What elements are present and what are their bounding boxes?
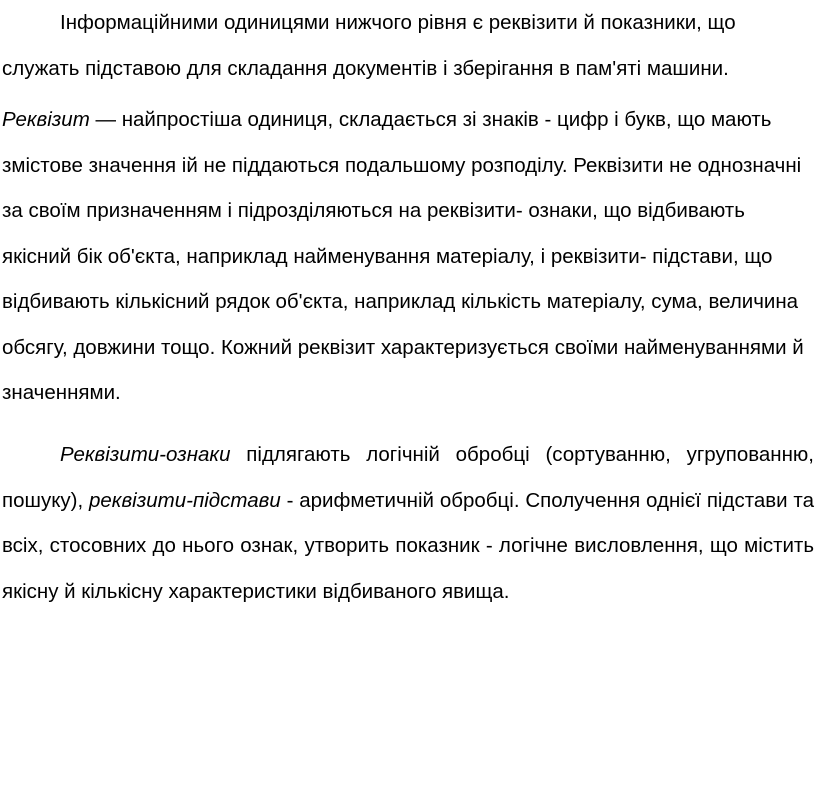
term-requisite: Реквізит (2, 108, 90, 131)
paragraph-information-units (2, 0, 814, 91)
paragraph-3-text-1: підлягають логічній обробці (сортуванню, угрупованню, пошуку), (2, 443, 814, 512)
term-requisite-attributes: Реквізити-ознаки (60, 443, 231, 466)
paragraph-requisite-processing (2, 432, 814, 614)
paragraph-2-text: — найпростіша одиниця, складається зі знаків - цифр і букв, що мають змістове значення ій не піддаються подальшому розподілу. Реквізити не однозначні за своїм призначенням і підрозділяються на реквізити- ознаки, що відбивають якісний бік об'єкта, наприклад найменування матеріалу, і реквізити- підстави, що відбивають кількісний рядок об'єкта, наприклад кількість матеріалу, сума, величина обсягу, довжини тощо. Кожний реквізит характеризується своїми найменуваннями й значеннями. (2, 108, 804, 404)
term-requisite-bases: реквізити-підстави (89, 488, 281, 512)
paragraph-3-text-2: - арифметичній обробці. Сполучення однієї підстави та всіх, стосовних до нього ознак, утворить показник - логічне висловлення, що містить якісну й кількісну характеристики відбиваного явища. (2, 488, 814, 603)
paragraph-requisite-definition (2, 97, 814, 416)
paragraph-1-text: Інформаційними одиницями нижчого рівня є реквізити й показники, що служать підставою для складання документів і зберігання в пам'яті машини. (2, 11, 736, 80)
